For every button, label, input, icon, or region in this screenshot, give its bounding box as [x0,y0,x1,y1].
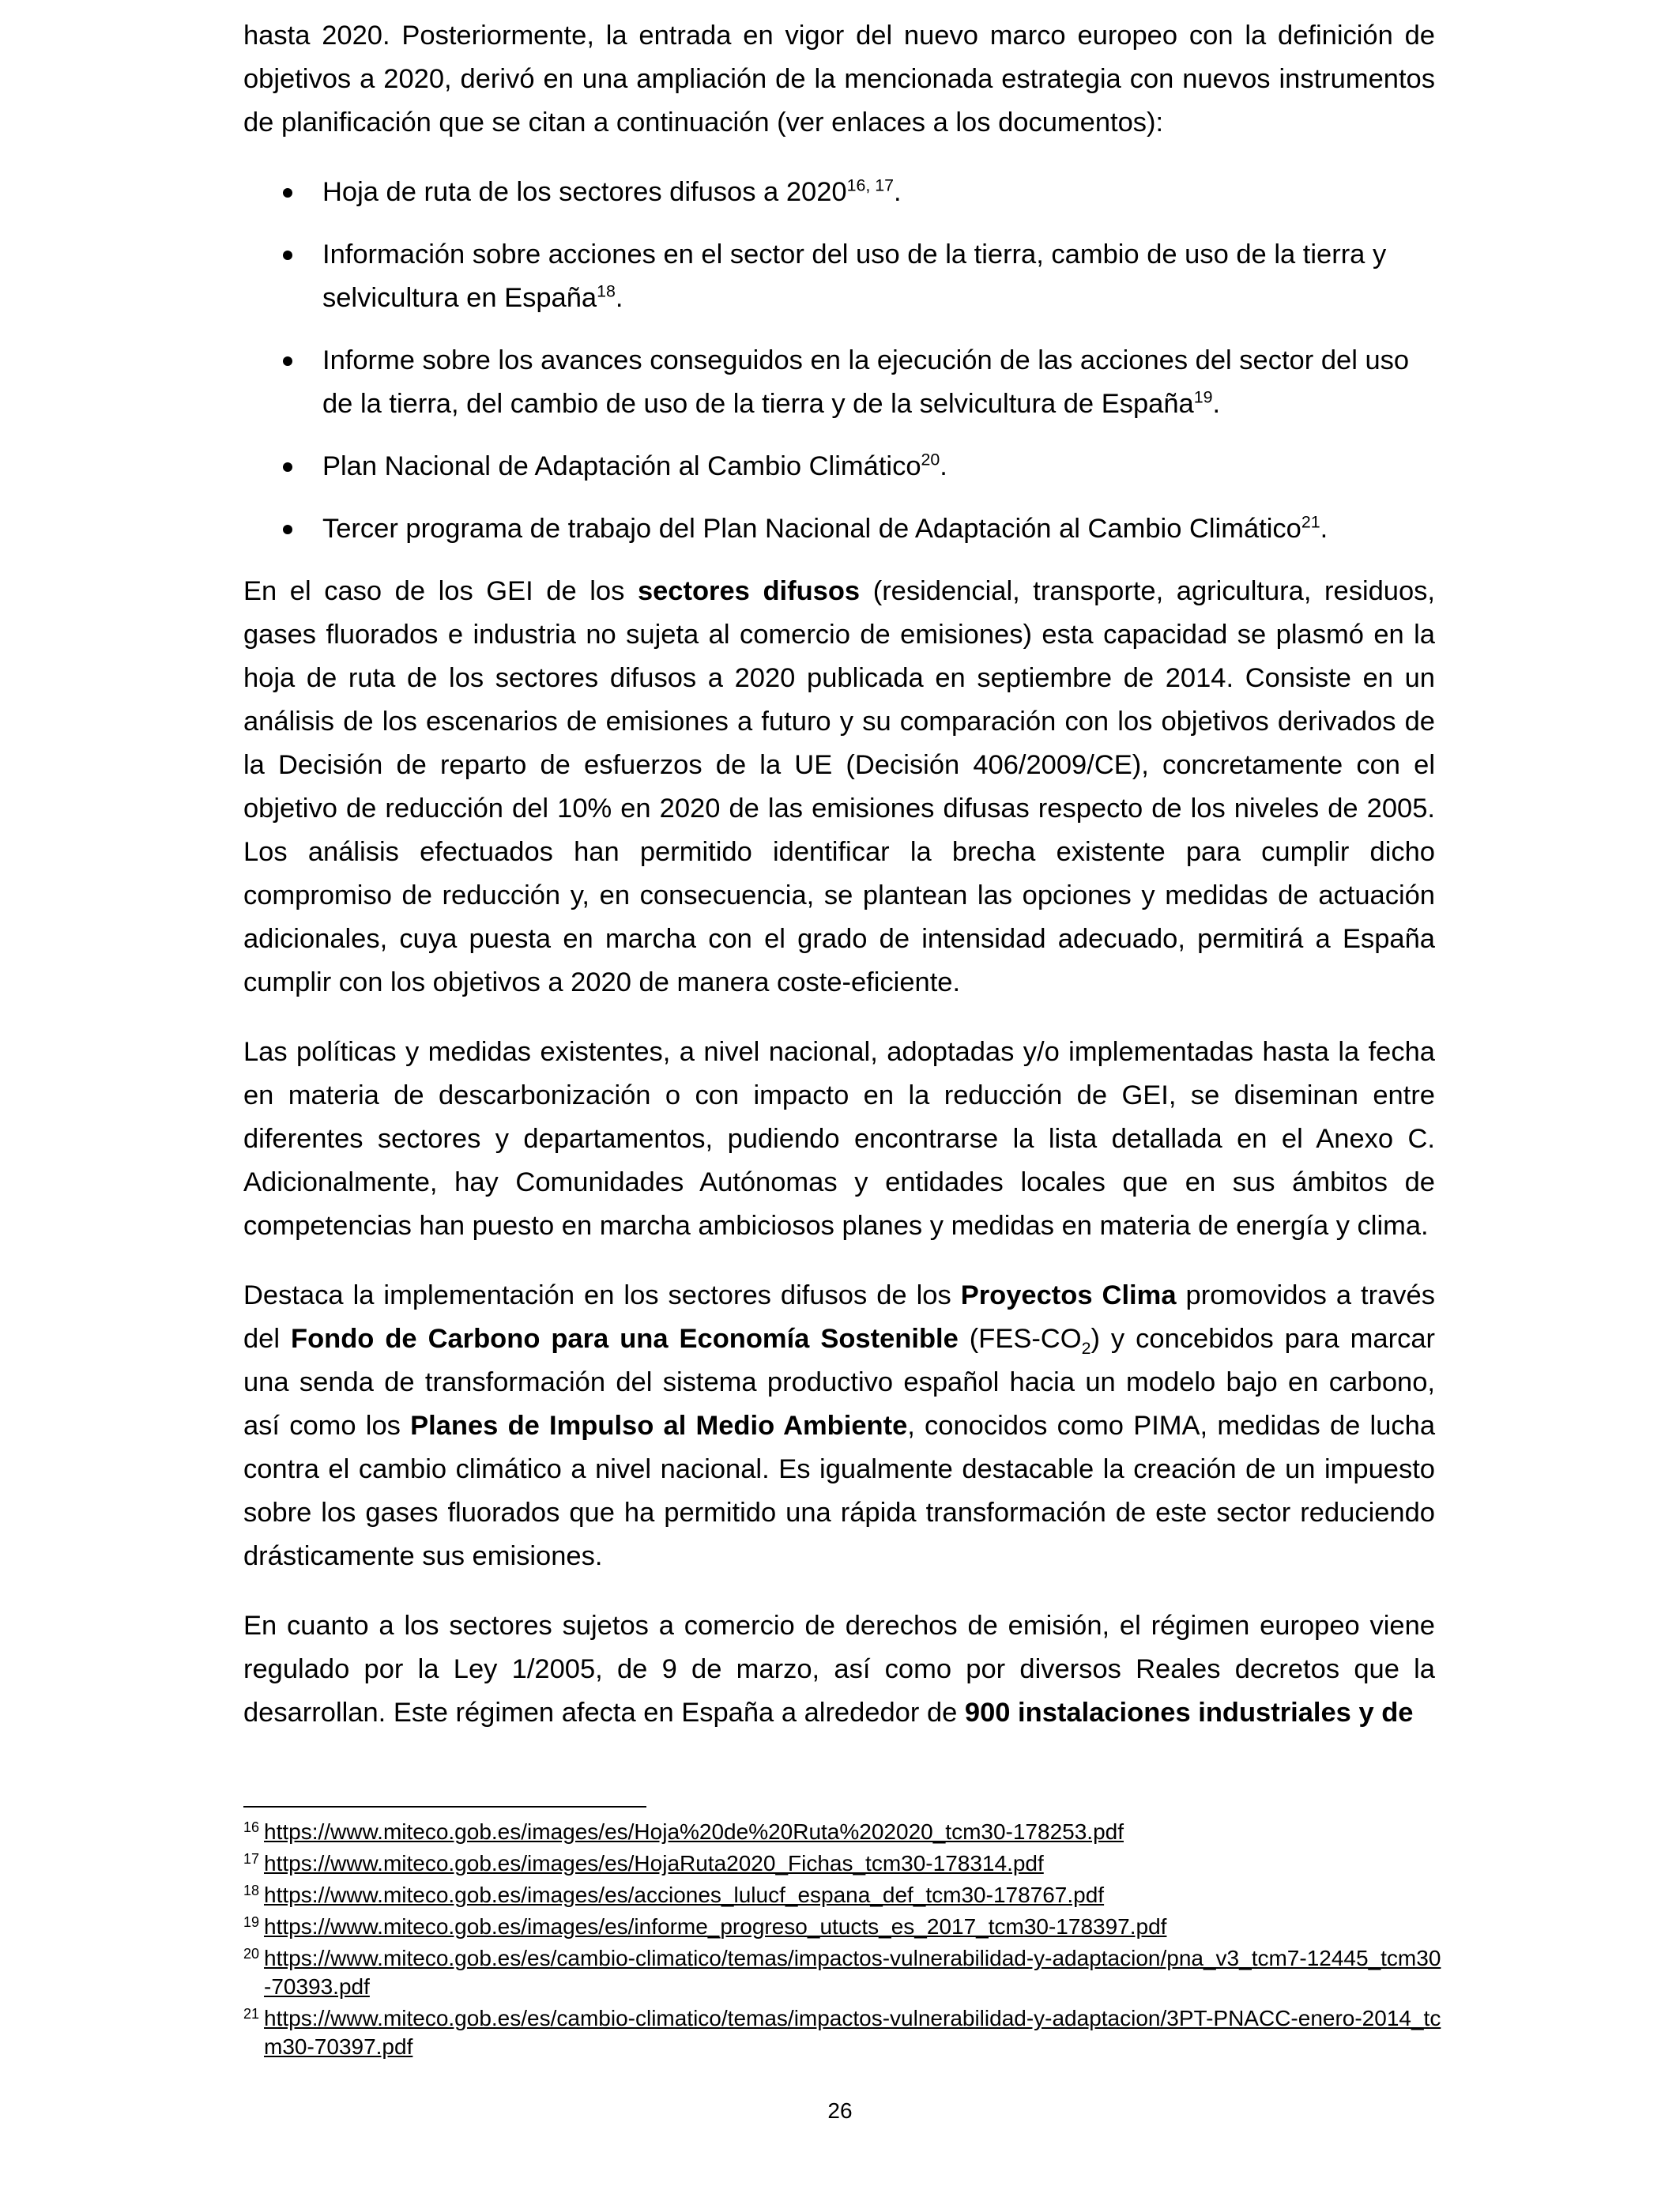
footnote-ref[interactable]: 18 [597,281,616,301]
footnote: 19 https://www.miteco.gob.es/images/es/informe_progreso_utucts_es_2017_tcm30-178397.pdf [243,1914,1167,1939]
footnote-link[interactable]: https://www.miteco.gob.es/es/cambio-climatico/temas/impactos-vulnerabilidad-y-adaptacion/pna_v3_tcm7-12445_tcm30-70393.pdf [264,1946,1441,1999]
paragraph-proyectos-clima: Destaca la implementación en los sectores difusos de los Proyectos Clima promovidos a través del Fondo de Carbono para una Economía Sostenible $(FES-CO_2)$ y concebidos para marcar una senda de transformación del sistema productivo español hacia un modelo bajo en carbono, así como los Planes de Impulso al Medio Ambiente, conocidos como PIMA, medidas de lucha contra el cambio climático a nivel nacional. Es igualmente destacable la creación de un impuesto sobre los gases fluorados que ha permitido una rápida transformación de este sector reduciendo drásticamente sus emisiones. [243,1280,1436,1571]
bullet-icon [283,525,292,534]
intro-paragraph: hasta 2020. Posteriormente, la entrada en vigor del nuevo marco europeo con la definición de objetivos a 2020, derivó en una ampliación de la mencionada estrategia con nuevos instrumentos de planificación que se citan a continuación (ver enlaces a los documentos): [243,21,1435,138]
footnote-link[interactable]: https://www.miteco.gob.es/images/es/HojaRuta2020_Fichas_tcm30-178314.pdf [264,1851,1044,1875]
instrument-list [243,171,1435,551]
list-item: Información sobre acciones en el sector del uso de la tierra, cambio de uso de la tierra y selvicultura en España$^{18}$. [243,233,1435,320]
footnote-ref[interactable]: 19 [1193,387,1213,407]
footnote-ref[interactable]: 21 [1301,512,1320,532]
list-item: Informe sobre los avances conseguidos en la ejecución de las acciones del sector del uso de la tierra, del cambio de uso de la tierra y de la selvicultura de España$^{19}$. [243,339,1435,426]
paragraph-comercio-emision: En cuanto a los sectores sujetos a comercio de derechos de emisión, el régimen europeo viene regulado por la Ley 1/2005, de 9 de marzo, así como por diversos Reales decretos que la desarrollan. Este régimen afecta en España a alrededor de 900 instalaciones industriales y de [243,1611,1435,1728]
bullet-icon [283,188,292,198]
footnote: 20 https://www.miteco.gob.es/es/cambio-climatico/temas/impactos-vulnerabilidad-y-adaptacion/pna_v3_tcm7-12445_tcm30-70393.pdf [243,1946,1441,1999]
bullet-icon [283,462,292,472]
page-body [243,14,1435,1761]
footnote: 17 https://www.miteco.gob.es/images/es/HojaRuta2020_Fichas_tcm30-178314.pdf [243,1851,1044,1875]
paragraph-politicas-medidas: Las políticas y medidas existentes, a nivel nacional, adoptadas y/o implementadas hasta la fecha en materia de descarbonización o con impacto en la reducción de GEI, se diseminan entre diferentes sectores y departamentos, pudiendo encontrarse la lista detallada en el Anexo C. Adicionalmente, hay Comunidades Autónomas y entidades locales que en sus ámbitos de competencias han puesto en marcha ambiciosos planes y medidas en materia de energía y clima. [243,1037,1435,1241]
list-item: Plan Nacional de Adaptación al Cambio Climático$^{20}$. [243,445,1435,488]
footnote: 18 https://www.miteco.gob.es/images/es/acciones_lulucf_espana_def_tcm30-178767.pdf [243,1883,1105,1907]
footnote: 21 https://www.miteco.gob.es/es/cambio-climatico/temas/impactos-vulnerabilidad-y-adaptacion/3PT-PNACC-enero-2014_tcm30-70397.pdf [243,2006,1441,2059]
paragraph-sectores-difusos: En el caso de los GEI de los sectores difusos (residencial, transporte, agricultura, residuos, gases fluorados e industria no sujeta al comercio de emisiones) esta capacidad se plasmó en la hoja de ruta de los sectores difusos a 2020 publicada en septiembre de 2014. Consiste en un análisis de los escenarios de emisiones a futuro y su comparación con los objetivos derivados de la Decisión de reparto de esfuerzos de la UE (Decisión 406/2009/CE), concretamente con el objetivo de reducción del 10% en 2020 de las emisiones difusas respecto de los niveles de 2005. Los análisis efectuados han permitido identificar la brecha existente para cumplir dicho compromiso de reducción y, en consecuencia, se plantean las opciones y medidas de actuación adicionales, cuya puesta en marcha con el grado de intensidad adecuado, permitirá a España cumplir con los objetivos a 2020 de manera coste-eficiente. [243,576,1436,997]
footnote-separator [243,1806,646,1808]
page-number: 26 [827,2098,853,2123]
footnote-link[interactable]: https://www.miteco.gob.es/images/es/Hoja%20de%20Ruta%202020_tcm30-178253.pdf [264,1819,1124,1844]
list-item: Hoja de ruta de los sectores difusos a 2020$^{16, 17}$. [243,171,1435,214]
footnote-link[interactable]: https://www.miteco.gob.es/es/cambio-climatico/temas/impactos-vulnerabilidad-y-adaptacion/3PT-PNACC-enero-2014_tcm30-70397.pdf [264,2006,1441,2059]
footnotes [243,1818,1445,2064]
footnote: 16 https://www.miteco.gob.es/images/es/Hoja%20de%20Ruta%202020_tcm30-178253.pdf [243,1819,1124,1844]
footnote-ref[interactable]: 20 [921,450,940,469]
footnote-link[interactable]: https://www.miteco.gob.es/images/es/informe_progreso_utucts_es_2017_tcm30-178397.pdf [264,1914,1167,1939]
list-item: Tercer programa de trabajo del Plan Nacional de Adaptación al Cambio Climático$^{21}$. [243,507,1435,551]
bullet-icon [283,251,292,260]
footnote-ref[interactable]: 16, 17 [846,175,895,195]
bullet-icon [283,356,292,366]
footnote-link[interactable]: https://www.miteco.gob.es/images/es/acciones_lulucf_espana_def_tcm30-178767.pdf [264,1883,1105,1907]
